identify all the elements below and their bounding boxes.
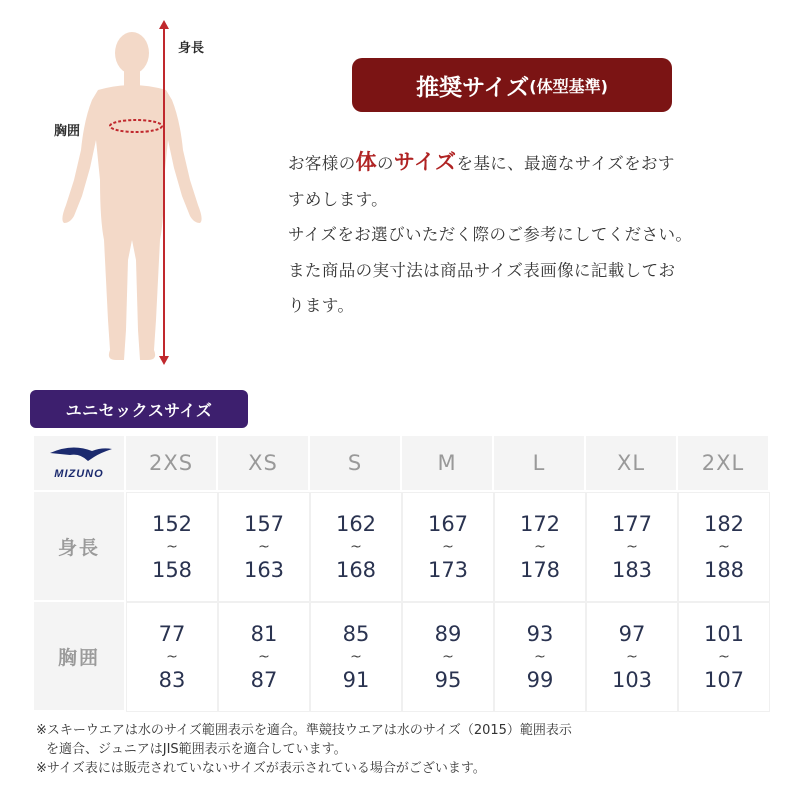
size-header: 2XS: [126, 436, 218, 492]
range-max: 107: [703, 668, 745, 692]
range-min: 89: [434, 622, 462, 646]
range-max: 163: [243, 558, 285, 582]
table-cell: [218, 492, 310, 602]
footnote-2: ※サイズ表には販売されていないサイズが表示されている場合がございます。: [36, 761, 486, 776]
intro-line-2: すめします。: [288, 189, 389, 209]
logo-text: MIZUNO: [54, 467, 104, 480]
table-cell: [494, 492, 586, 602]
range-tilde: ~: [442, 649, 454, 665]
intro-emphasis-body: 体: [355, 150, 378, 174]
intro-emphasis-size: サイズ: [393, 150, 457, 174]
table-cell: [402, 602, 494, 712]
size-header: L: [494, 436, 586, 492]
table-cell: [310, 602, 402, 712]
size-header: M: [402, 436, 494, 492]
range-min: 93: [526, 622, 554, 646]
range-max: 99: [526, 668, 554, 692]
range-max: 91: [342, 668, 370, 692]
table-cell: [218, 602, 310, 712]
footnotes: [36, 721, 776, 778]
range-min: 101: [703, 622, 745, 646]
range-tilde: ~: [258, 649, 270, 665]
height-label: 身長: [178, 41, 205, 56]
footnote-1: ※スキーウエアは水のサイズ範囲表示を適合。準競技ウエアは水のサイズ（2015）範囲表示: [36, 723, 572, 738]
size-table: [34, 436, 770, 712]
range-min: 81: [250, 622, 278, 646]
range-tilde: ~: [718, 649, 730, 665]
range-tilde: ~: [258, 539, 270, 555]
size-header: XL: [586, 436, 678, 492]
height-measure-line: [158, 20, 170, 365]
range-tilde: ~: [442, 539, 454, 555]
size-header: S: [310, 436, 402, 492]
range-tilde: ~: [626, 649, 638, 665]
intro-line-5: ります。: [288, 296, 355, 315]
table-row: [34, 492, 770, 602]
range-max: 83: [158, 668, 186, 692]
range-tilde: ~: [718, 539, 730, 555]
intro-text-segment: お客様の: [288, 154, 356, 173]
range-tilde: ~: [350, 649, 362, 665]
human-silhouette-icon: [40, 20, 240, 380]
range-max: 168: [335, 558, 377, 582]
unisex-size-tag: ユニセックスサイズ: [30, 390, 248, 428]
table-cell: [678, 492, 770, 602]
chest-label: 胸囲: [54, 124, 81, 139]
range-max: 103: [611, 668, 653, 692]
range-min: 172: [519, 512, 561, 536]
chest-measure-loop: [108, 117, 164, 135]
size-header: 2XL: [678, 436, 770, 492]
table-cell: [586, 602, 678, 712]
range-max: 178: [519, 558, 561, 582]
range-max: 158: [151, 558, 193, 582]
range-tilde: ~: [166, 539, 178, 555]
range-tilde: ~: [534, 649, 546, 665]
range-min: 157: [243, 512, 285, 536]
heading-sub: (体型基準): [529, 76, 608, 96]
table-cell: [126, 492, 218, 602]
table-cell: [310, 492, 402, 602]
range-min: 152: [151, 512, 193, 536]
brand-logo-cell: [34, 436, 126, 492]
intro-text-segment: の: [377, 154, 394, 173]
range-min: 177: [611, 512, 653, 536]
range-min: 167: [427, 512, 469, 536]
table-cell: [678, 602, 770, 712]
recommended-size-heading: [352, 58, 672, 112]
range-max: 173: [427, 558, 469, 582]
range-tilde: ~: [626, 539, 638, 555]
table-cell: [586, 492, 678, 602]
range-max: 188: [703, 558, 745, 582]
intro-text-segment: を基に、最適なサイズをおす: [456, 154, 675, 173]
range-min: 85: [342, 622, 370, 646]
row-label: 身長: [34, 492, 126, 602]
table-cell: [494, 602, 586, 712]
table-cell: [126, 602, 218, 712]
intro-text: [288, 145, 768, 324]
row-label: 胸囲: [34, 602, 126, 712]
intro-line-1: [288, 145, 768, 182]
intro-line-4: また商品の実寸法は商品サイズ表画像に記載してお: [288, 260, 676, 280]
range-max: 95: [434, 668, 462, 692]
footnote-1-continued: を適合、ジュニアはJIS範囲表示を適合しています。: [46, 742, 347, 757]
table-header-row: [34, 436, 770, 492]
range-max: 87: [250, 668, 278, 692]
range-max: 183: [611, 558, 653, 582]
body-measurement-figure: [40, 20, 240, 380]
range-min: 77: [158, 622, 186, 646]
mizuno-logo-icon: [42, 441, 116, 481]
heading-main: 推奨サイズ: [416, 74, 530, 101]
table-row: [34, 602, 770, 712]
size-header: XS: [218, 436, 310, 492]
range-tilde: ~: [166, 649, 178, 665]
intro-line-3: サイズをお選びいただく際のご参考にしてください。: [288, 225, 693, 244]
range-min: 97: [618, 622, 646, 646]
range-min: 182: [703, 512, 745, 536]
table-cell: [402, 492, 494, 602]
range-tilde: ~: [534, 539, 546, 555]
range-min: 162: [335, 512, 377, 536]
range-tilde: ~: [350, 539, 362, 555]
